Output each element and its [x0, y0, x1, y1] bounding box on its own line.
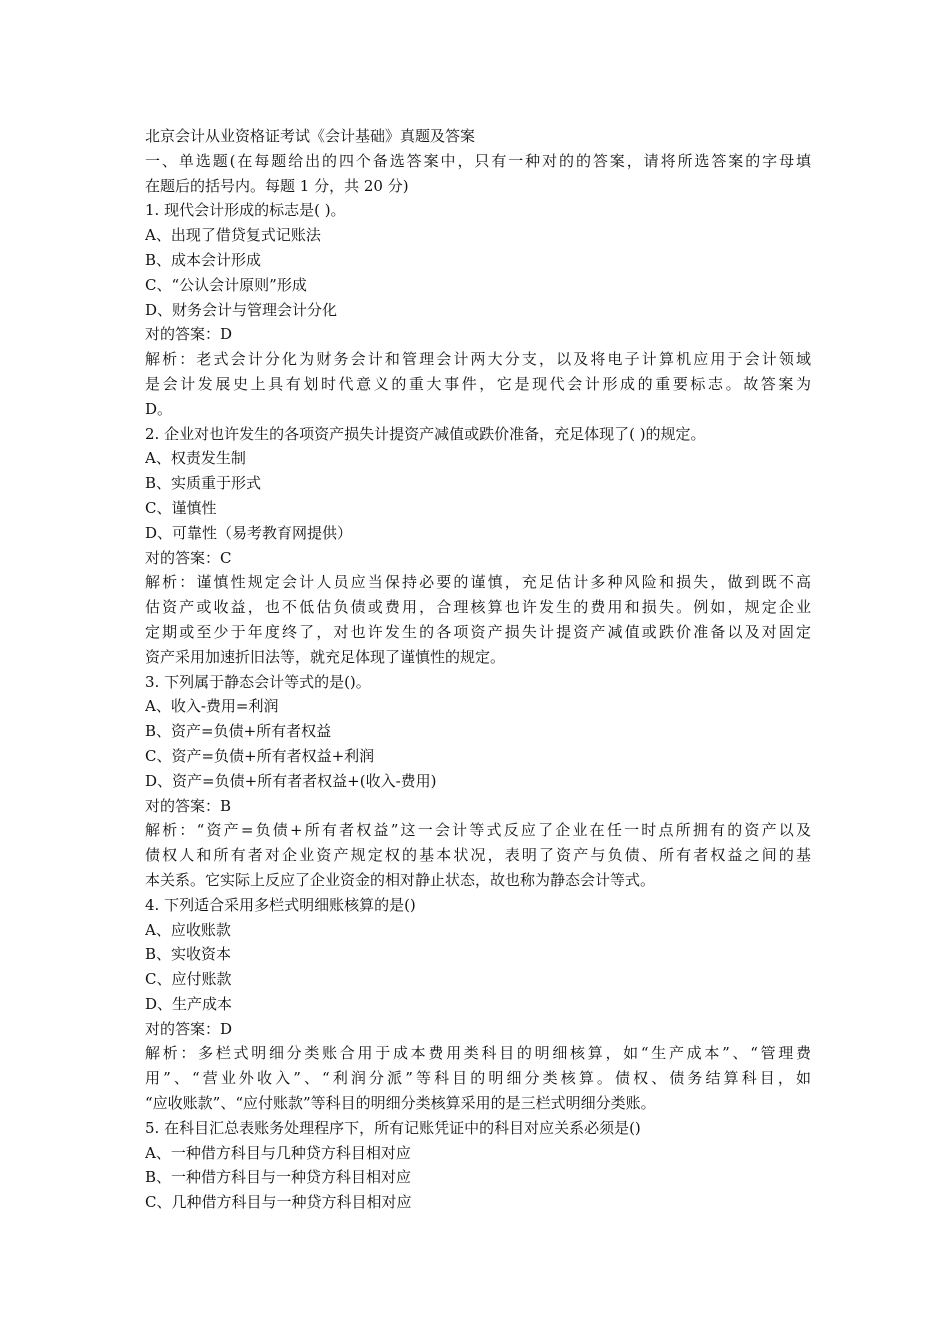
- answer-option: B、一种借方科目与一种贷方科目相对应: [145, 1168, 412, 1187]
- answer-option: A、权责发生制: [145, 449, 246, 468]
- answer-option: B、实收资本: [145, 945, 232, 964]
- answer-option: B、实质重于形式: [145, 474, 262, 493]
- correct-answer: 对的答案：C: [145, 548, 232, 567]
- answer-option: C、几种借方科目与一种贷方科目相对应: [145, 1193, 412, 1212]
- answer-option: D、生产成本: [145, 994, 233, 1013]
- correct-answer: 对的答案：D: [145, 325, 233, 344]
- analysis-line: 债权人和所有者对企业资产规定权的基本状况，表明了资产与负债、所有者权益之间的基: [145, 846, 811, 865]
- analysis-line: 定期或至少于年度终了，对也许发生的各项资产损失计提资产减值或跌价准备以及对固定: [145, 622, 811, 641]
- answer-option: B、成本会计形成: [145, 250, 262, 269]
- answer-option: D、财务会计与管理会计分化: [145, 300, 338, 319]
- question-stem: 4. 下列适合采用多栏式明细账核算的是(): [145, 895, 416, 914]
- answer-option: B、资产=负债+所有者权益: [145, 722, 332, 741]
- answer-option: D、可靠性（易考教育网提供）: [145, 523, 353, 542]
- question-block: [145, 893, 811, 1116]
- answer-option: D、资产=负债+所有者者权益+(收入-费用): [145, 771, 437, 790]
- analysis-line: 估资产或收益，也不低估负债或费用，合理核算也许发生的费用和损失。例如，规定企业: [145, 598, 811, 617]
- question-stem: 5. 在科目汇总表账务处理程序下，所有记账凭证中的科目对应关系必须是(): [145, 1118, 641, 1137]
- analysis-line: 解析：多栏式明细分类账合用于成本费用类科目的明细核算，如“生产成本”、“管理费: [145, 1044, 811, 1063]
- analysis-line: 解析：“资产=负债+所有者权益”这一会计等式反应了企业在任一时点所拥有的资产以及: [145, 821, 811, 840]
- section-heading-line: 在题后的括号内。每题 1 分，共 20 分): [145, 176, 409, 195]
- answer-option: A、收入-费用=利润: [145, 697, 279, 716]
- answer-option: C、“公认会计原则”形成: [145, 275, 307, 294]
- question-stem: 2. 企业对也许发生的各项资产损失计提资产减值或跌价准备，充足体现了( )的规定。: [145, 424, 706, 443]
- analysis-line: 资产采用加速折旧法等，就充足体现了谨慎性的规定。: [145, 647, 506, 666]
- correct-answer: 对的答案：B: [145, 796, 232, 815]
- correct-answer: 对的答案：D: [145, 1019, 233, 1038]
- question-block: [145, 670, 811, 893]
- answer-option: A、出现了借贷复式记账法: [145, 226, 321, 245]
- answer-option: A、一种借方科目与几种贷方科目相对应: [145, 1143, 411, 1162]
- document-page: [145, 124, 811, 1215]
- section-heading-line: 一、单选题(在每题给出的四个备选答案中，只有一种对的的答案，请将所选答案的字母填: [145, 151, 811, 170]
- answer-option: C、应付账款: [145, 970, 232, 989]
- document-title: 北京会计从业资格证考试《会计基础》真题及答案: [145, 127, 476, 145]
- question-stem: 3. 下列属于静态会计等式的是()。: [145, 672, 371, 691]
- analysis-line: 用”、“营业外收入”、“利润分派”等科目的明细分类核算。债权、债务结算科目，如: [145, 1069, 811, 1088]
- analysis-line: “应收账款”、“应付账款”等科目的明细分类核算采用的是三栏式明细分类账。: [145, 1094, 656, 1113]
- analysis-line: 是会计发展史上具有划时代意义的重大事件，它是现代会计形成的重要标志。故答案为: [145, 374, 811, 393]
- analysis-line: 本关系。它实际上反应了企业资金的相对静止状态，故也称为静态会计等式。: [145, 870, 656, 889]
- answer-option: A、应收账款: [145, 920, 231, 939]
- analysis-line: 解析：老式会计分化为财务会计和管理会计两大分支，以及将电子计算机应用于会计领域: [145, 350, 811, 369]
- question-block: [145, 422, 811, 670]
- analysis-line: 解析：谨慎性规定会计人员应当保持必要的谨慎，充足估计多种风险和损失，做到既不高: [145, 573, 811, 592]
- question-block: [145, 198, 811, 421]
- answer-option: C、谨慎性: [145, 498, 217, 517]
- analysis-line: D。: [145, 399, 173, 418]
- answer-option: C、资产=负债+所有者权益+利润: [145, 746, 375, 765]
- question-stem: 1. 现代会计形成的标志是( )。: [145, 201, 346, 220]
- question-block: [145, 1116, 811, 1215]
